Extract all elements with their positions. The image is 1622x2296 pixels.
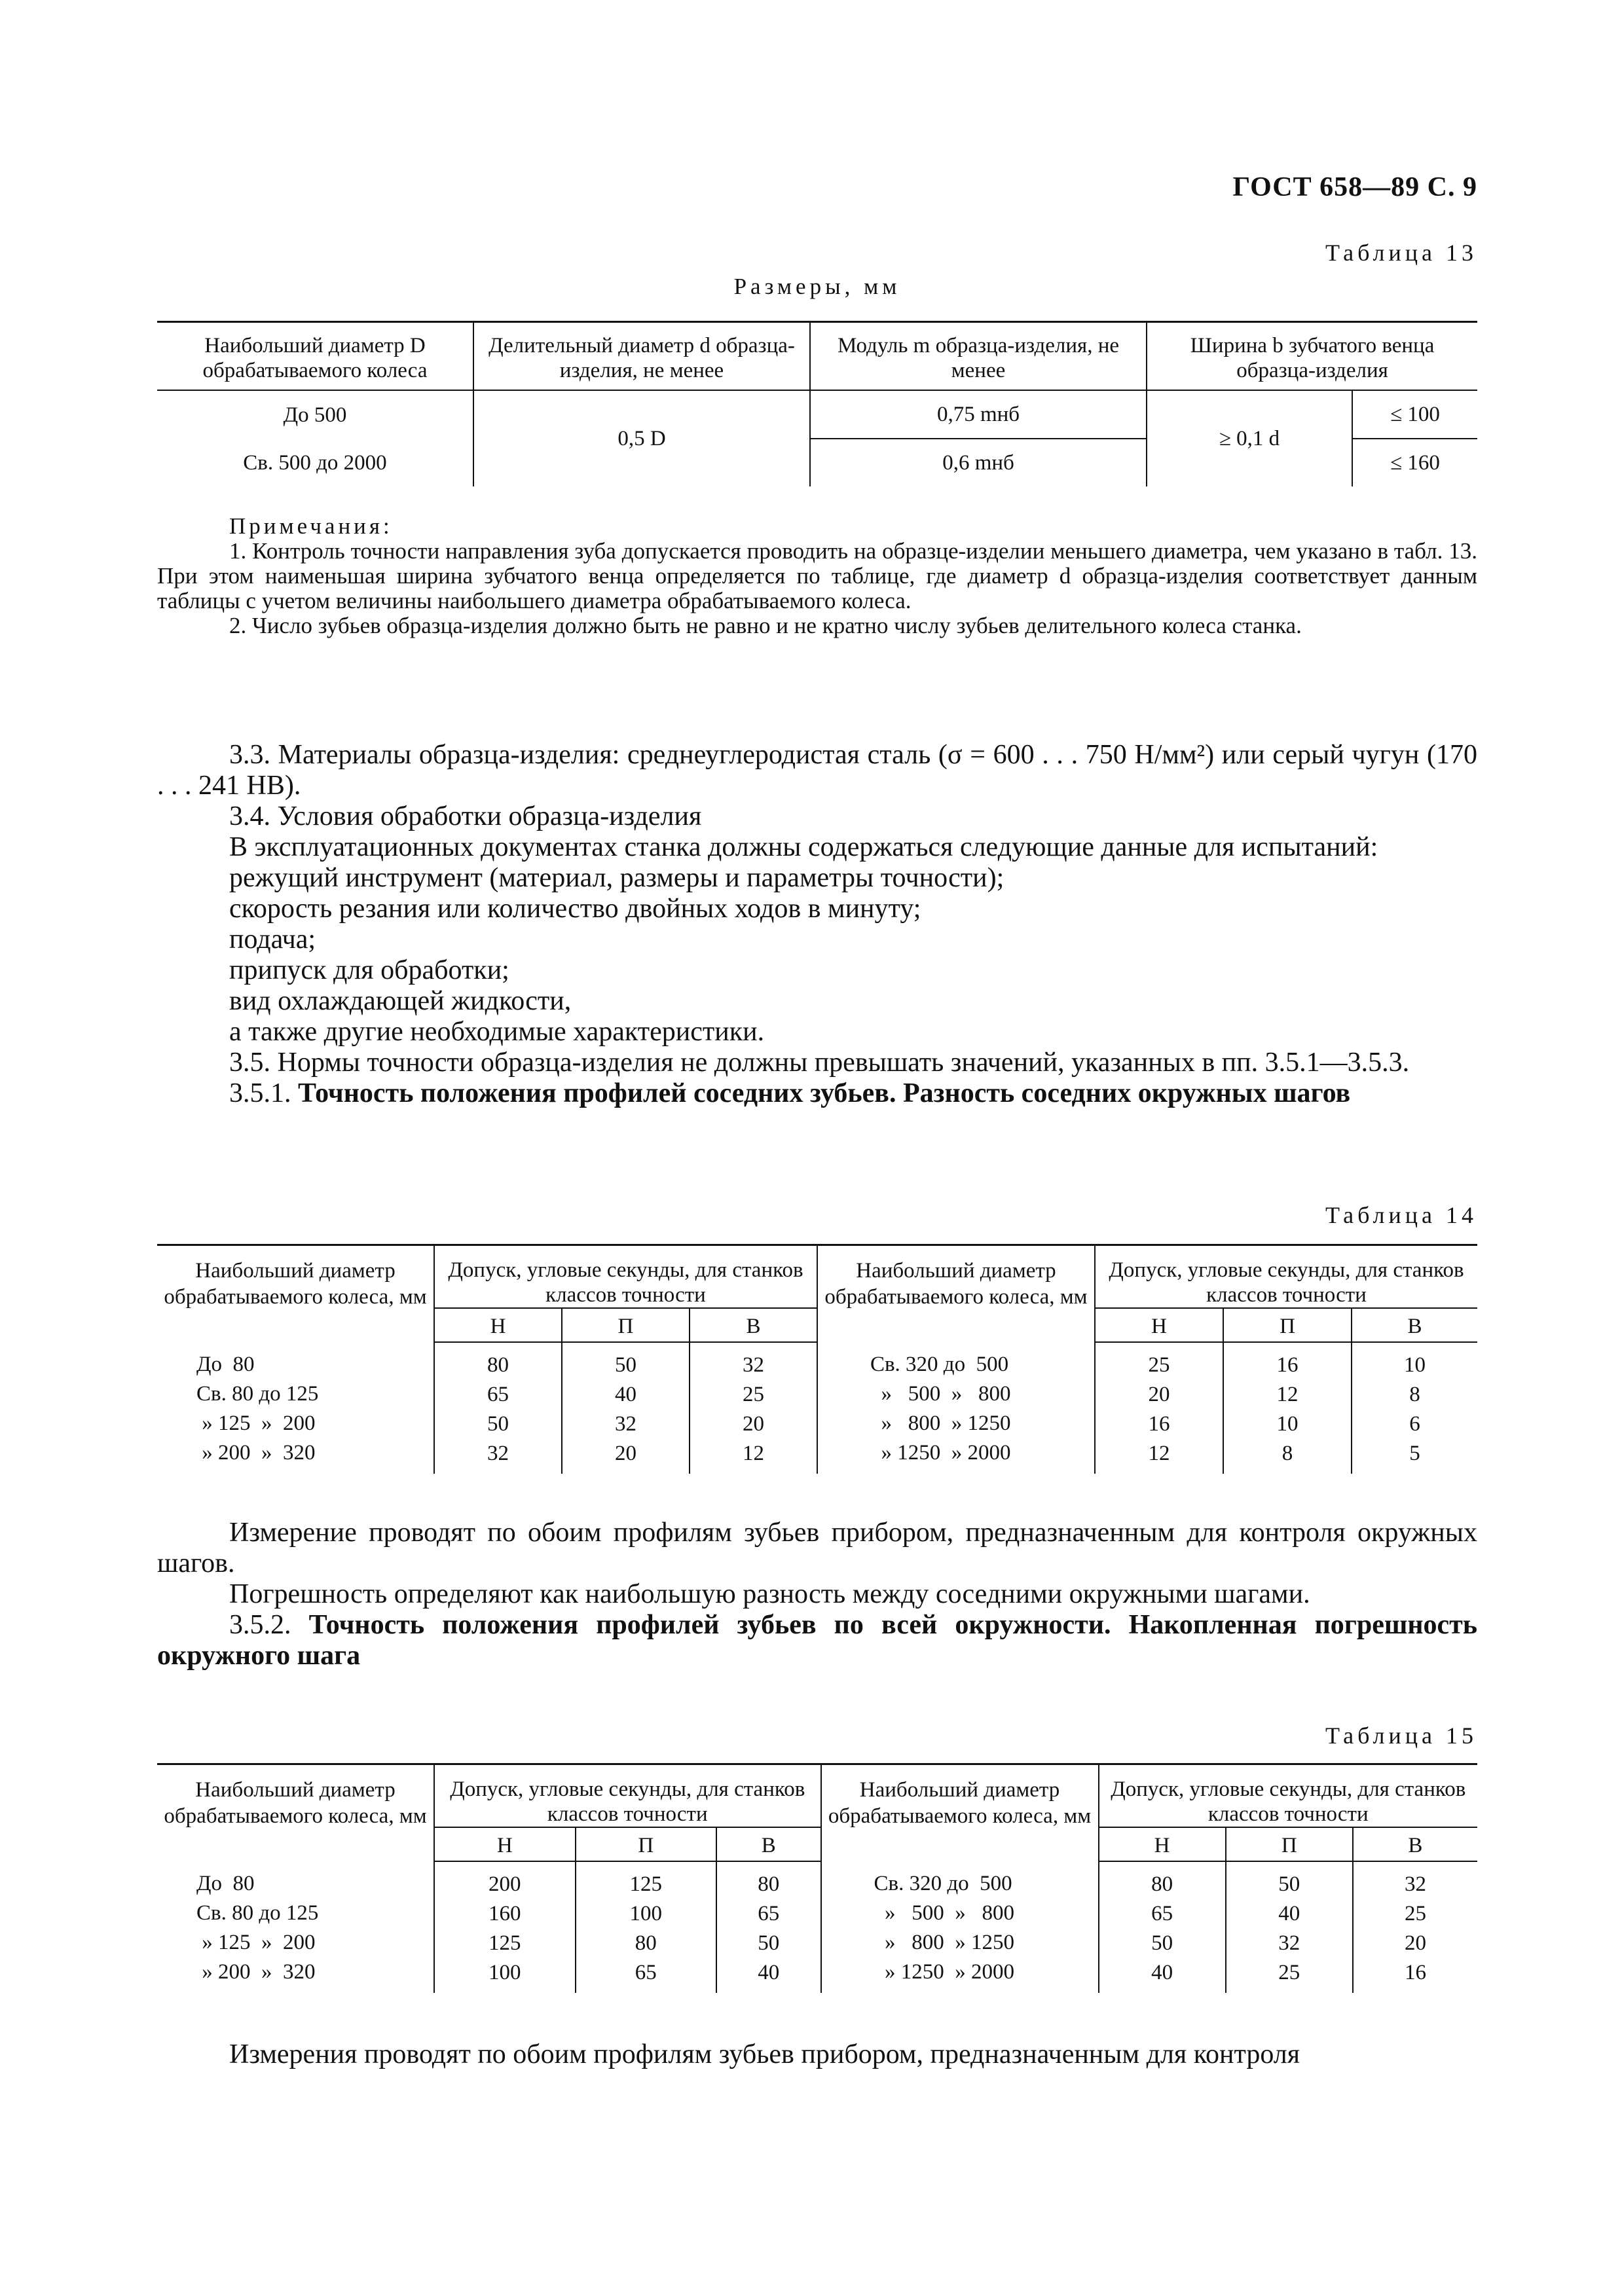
note-1: 1. Контроль точности направления зуба допускается проводить на образце-изделии меньшего диаметра, чем указано в табл. 13. При этом наименьшая ширина зубчатого венца определяется по таблице, где диаметр d образца-изделия соответствует данным таблицы с учетом величины наибольшего диаметра обрабатываемого колеса. (157, 538, 1477, 613)
list-item-allowance: припуск для обработки; (229, 955, 509, 985)
note-2: 2. Число зубьев образца-изделия должно быть не равно и не кратно числу зубьев делительного колеса станка. (229, 613, 1302, 638)
t15-left-diameters: До 80 Св. 80 до 125 » 125 » 200 » 200 » 320 (196, 1872, 319, 1984)
list-item-feed: подача; (229, 924, 316, 955)
para-3-3: 3.3. Материалы образца-изделия: среднеуглеродистая сталь (σ = 600 . . . 750 Н/мм²) или серый чугун (170 . . . 241 НВ). (157, 740, 1477, 801)
table13-caption: Размеры, мм (733, 274, 901, 299)
page-header: ГОСТ 658—89 С. 9 (1232, 172, 1477, 202)
t13-row2-module: 0,6 mнб (810, 439, 1147, 486)
t14-right-n: 25 20 16 12 (1095, 1342, 1223, 1474)
t13-row2-b: ≤ 160 (1352, 439, 1477, 486)
body-section-2 (157, 1518, 1477, 1671)
t15-header-tolerance-left: Допуск, угловые секунды, для станков классов точности (434, 1764, 821, 1828)
list-item-speed: скорость резания или количество двойных ходов в минуту; (229, 894, 921, 924)
t14-class-n-right: Н (1095, 1308, 1223, 1342)
t15-header-diameter-right: Наибольший диаметр обрабатываемого колеса, мм (821, 1764, 1099, 1862)
para-measurement-2: Измерения проводят по обоим профилям зубьев прибором, предназначенным для контроля (229, 2039, 1300, 2069)
t14-class-n: Н (434, 1308, 562, 1342)
t14-header-tolerance-left: Допуск, угловые секунды, для станков классов точности (434, 1245, 817, 1309)
t14-right-v: 10 8 6 5 (1352, 1342, 1477, 1474)
t15-class-p-right: П (1226, 1827, 1353, 1861)
t14-header-diameter-right: Наибольший диаметр обрабатываемого колеса, мм (817, 1245, 1095, 1343)
t14-class-v-right: В (1352, 1308, 1477, 1342)
t14-left-n: 80 65 50 32 (434, 1342, 562, 1474)
t14-class-p-right: П (1223, 1308, 1352, 1342)
t15-left-p: 125 100 80 65 (576, 1861, 717, 1993)
list-item-coolant: вид охлаждающей жидкости, (229, 986, 572, 1016)
t13-header-width: Ширина b зубчатого венца образца-изделия (1147, 322, 1477, 391)
t15-class-v: В (716, 1827, 821, 1861)
table-15 (157, 1763, 1477, 1993)
t15-class-n: Н (434, 1827, 576, 1861)
table14-name: Таблица 14 (1325, 1202, 1477, 1228)
para-3-5-2-title: Точность положения профилей зубьев по всей окружности. Накопленная погрешность окружного шага (157, 1610, 1477, 1671)
para-3-5-2-number: 3.5.2. (229, 1610, 291, 1640)
t13-row1-module: 0,75 mнб (810, 390, 1147, 439)
t15-header-diameter-left: Наибольший диаметр обрабатываемого колеса, мм (164, 1778, 427, 1828)
t14-right-p: 16 12 10 8 (1223, 1342, 1352, 1474)
t13-header-div-diameter: Делительный диаметр d образца-изделия, не менее (473, 322, 810, 391)
para-3-5-2 (157, 1610, 1477, 1671)
t15-class-v-right: В (1353, 1827, 1477, 1861)
t15-header-tolerance-right: Допуск, угловые секунды, для станков классов точности (1099, 1764, 1478, 1828)
t13-row2-diameter: Св. 500 до 2000 (243, 450, 387, 475)
t14-class-p: П (562, 1308, 690, 1342)
t13-row1-diameter: До 500 (283, 403, 347, 427)
t15-right-p: 50 40 32 25 (1226, 1861, 1353, 1993)
t13-header-diameter: Наибольший диаметр D обрабатываемого колеса (157, 322, 473, 391)
t15-right-v: 32 25 20 16 (1353, 1861, 1477, 1993)
t14-header-diameter-left: Наибольший диаметр обрабатываемого колеса, мм (164, 1259, 427, 1309)
t13-header-module: Модуль m образца-изделия, не менее (810, 322, 1147, 391)
t14-class-v: В (690, 1308, 817, 1342)
table-13 (157, 321, 1477, 486)
t14-left-v: 32 25 20 12 (690, 1342, 817, 1474)
para-3-4: 3.4. Условия обработки образца-изделия (229, 801, 702, 831)
table-14 (157, 1244, 1477, 1474)
para-3-4-intro: В эксплуатационных документах станка должны содержаться следующие данные для испытаний: (229, 832, 1378, 862)
para-error-1: Погрешность определяют как наибольшую разность между соседними окружными шагами. (229, 1579, 1310, 1609)
notes-block (157, 514, 1477, 638)
notes-title: Примечания: (229, 513, 393, 539)
body-section-3 (157, 2039, 1477, 2070)
t15-right-n: 80 65 50 40 (1099, 1861, 1226, 1993)
t15-class-n-right: Н (1099, 1827, 1226, 1861)
para-measurement-1: Измерение проводят по обоим профилям зубьев прибором, предназначенным для контроля окружных шагов. (157, 1518, 1477, 1578)
list-item-tool: режущий инструмент (материал, размеры и параметры точности); (229, 863, 1005, 893)
t14-header-tolerance-right: Допуск, угловые секунды, для станков классов точности (1095, 1245, 1477, 1309)
table13-name: Таблица 13 (1325, 240, 1477, 266)
t15-left-n: 200 160 125 100 (434, 1861, 576, 1993)
para-3-5: 3.5. Нормы точности образца-изделия не должны превышать значений, указанных в пп. 3.5.1—3.5.3. (229, 1048, 1410, 1078)
table15-name: Таблица 15 (1325, 1722, 1477, 1749)
t13-div-value: 0,5 D (473, 390, 810, 486)
t14-left-p: 50 40 32 20 (562, 1342, 690, 1474)
body-section-1 (157, 740, 1477, 1109)
t15-right-diameters: Св. 320 до 500 » 500 » 800 » 800 » 1250 » 1250 » 2000 (821, 1861, 1099, 1993)
t14-left-diameters: До 80 Св. 80 до 125 » 125 » 200 » 200 » 320 (196, 1353, 319, 1465)
t15-left-v: 80 65 50 40 (716, 1861, 821, 1993)
t13-width-value: ≥ 0,1 d (1147, 390, 1352, 486)
para-3-5-1-number: 3.5.1. (229, 1078, 291, 1108)
list-item-other: а также другие необходимые характеристики. (229, 1017, 765, 1047)
t15-class-p: П (576, 1827, 717, 1861)
para-3-5-1 (157, 1078, 1477, 1109)
t14-right-diameters: Св. 320 до 500 » 500 » 800 » 800 » 1250 » 1250 » 2000 (817, 1342, 1095, 1474)
t13-row1-b: ≤ 100 (1352, 390, 1477, 439)
para-3-5-1-title: Точность положения профилей соседних зубьев. Разность соседних окружных шагов (298, 1078, 1351, 1108)
